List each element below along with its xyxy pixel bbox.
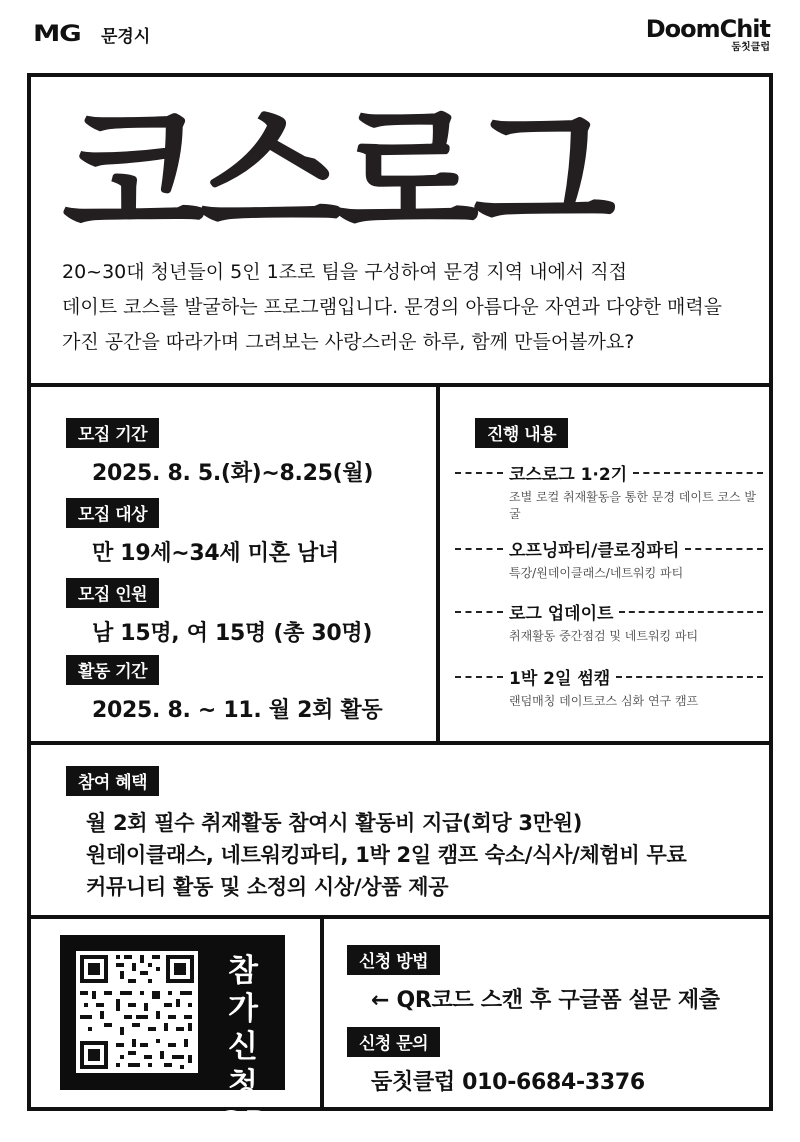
benefit-item: 원데이클래스, 네트워킹파티, 1박 2일 캠프 숙소/식사/체험비 무료 (86, 843, 687, 867)
qr-code[interactable] (76, 951, 198, 1073)
intro-line: 데이트 코스를 발굴하는 프로그램입니다. 문경의 아름다운 자연과 다양한 매력을 (62, 296, 723, 318)
program-item (455, 460, 765, 523)
divider-columns (436, 383, 440, 743)
program-item-desc: 랜덤매칭 데이트코스 심화 연구 캠프 (509, 694, 699, 708)
qr-label-line: 참가 (228, 953, 258, 1027)
apply-method-label: 신청 방법 (347, 945, 440, 975)
qr-label-line: 신청 (228, 1029, 258, 1103)
program-item-title: 로그 업데이트 (509, 604, 614, 624)
benefits-section (66, 766, 159, 796)
benefit-item: 커뮤니티 활동 및 소정의 시상/상품 제공 (86, 875, 449, 899)
doomchit-logo (646, 16, 770, 54)
program-item-title: 코스로그 1·2기 (509, 465, 628, 485)
recruit-target (66, 498, 339, 567)
divider-intro (27, 383, 773, 387)
mg-city-label: 문경시 (101, 27, 151, 47)
program-item (455, 599, 765, 645)
benefits-list (86, 807, 686, 903)
apply-method (347, 945, 720, 1014)
program-item (455, 536, 765, 582)
program-item-desc: 특강/원데이클래스/네트워킹 파티 (509, 566, 684, 580)
benefit-item: 월 2회 필수 취재활동 참여시 활동비 지급(회당 3만원) (86, 811, 583, 835)
divider-bottom (27, 915, 773, 919)
activity-period-value: 2025. 8. ~ 11. 월 2회 활동 (92, 698, 383, 723)
mg-logo (33, 22, 150, 47)
apply-contact-label: 신청 문의 (347, 1027, 440, 1057)
recruit-count-value: 남 15명, 여 15명 (총 30명) (92, 621, 373, 646)
qr-label-line: QR (217, 1105, 269, 1141)
apply-method-value: ← QR코드 스캔 후 구글폼 설문 제출 (371, 988, 720, 1013)
apply-contact (347, 1027, 645, 1096)
divider-bottom-columns (320, 915, 324, 1111)
page-title: 코스로그 (62, 89, 610, 261)
recruit-period-value: 2025. 8. 5.(화)~8.25(월) (92, 461, 374, 486)
qr-code-graphic (76, 951, 198, 1073)
intro-line: 20~30대 청년들이 5인 1조로 팀을 구성하여 문경 지역 내에서 직접 (62, 261, 627, 283)
program-item-title: 1박 2일 썸캠 (509, 669, 611, 689)
divider-benefits (27, 741, 773, 745)
program-item-desc: 취재활동 중간점검 및 네트워킹 파티 (509, 629, 699, 643)
program-section (475, 418, 568, 448)
apply-contact-value[interactable]: 둠칫클럽 010-6684-3376 (371, 1070, 645, 1095)
recruit-count-label: 모집 인원 (66, 578, 159, 608)
qr-label (214, 952, 272, 1142)
mg-mark: MG (33, 22, 81, 47)
program-item-title: 오프닝파티/클로징파티 (509, 541, 680, 561)
program-item-desc: 조별 로컬 취재활동을 통한 문경 데이트 코스 발굴 (509, 490, 756, 521)
activity-period (66, 655, 382, 724)
program-item (455, 664, 765, 710)
benefits-label: 참여 혜택 (66, 766, 159, 796)
recruit-target-label: 모집 대상 (66, 498, 159, 528)
doomchit-logo-korean: 둠칫클럽 (731, 42, 770, 53)
recruit-count (66, 578, 372, 647)
activity-period-label: 활동 기간 (66, 655, 159, 685)
program-label: 진행 내용 (475, 418, 568, 448)
recruit-period-label: 모집 기간 (66, 418, 159, 448)
intro-text (62, 255, 762, 360)
doomchit-logo-text: DoomChit (645, 15, 770, 43)
intro-line: 가진 공간을 따라가며 그려보는 사랑스러운 하루, 함께 만들어볼까요? (62, 331, 635, 353)
recruit-target-value: 만 19세~34세 미혼 남녀 (92, 541, 339, 566)
recruit-period (66, 418, 373, 487)
